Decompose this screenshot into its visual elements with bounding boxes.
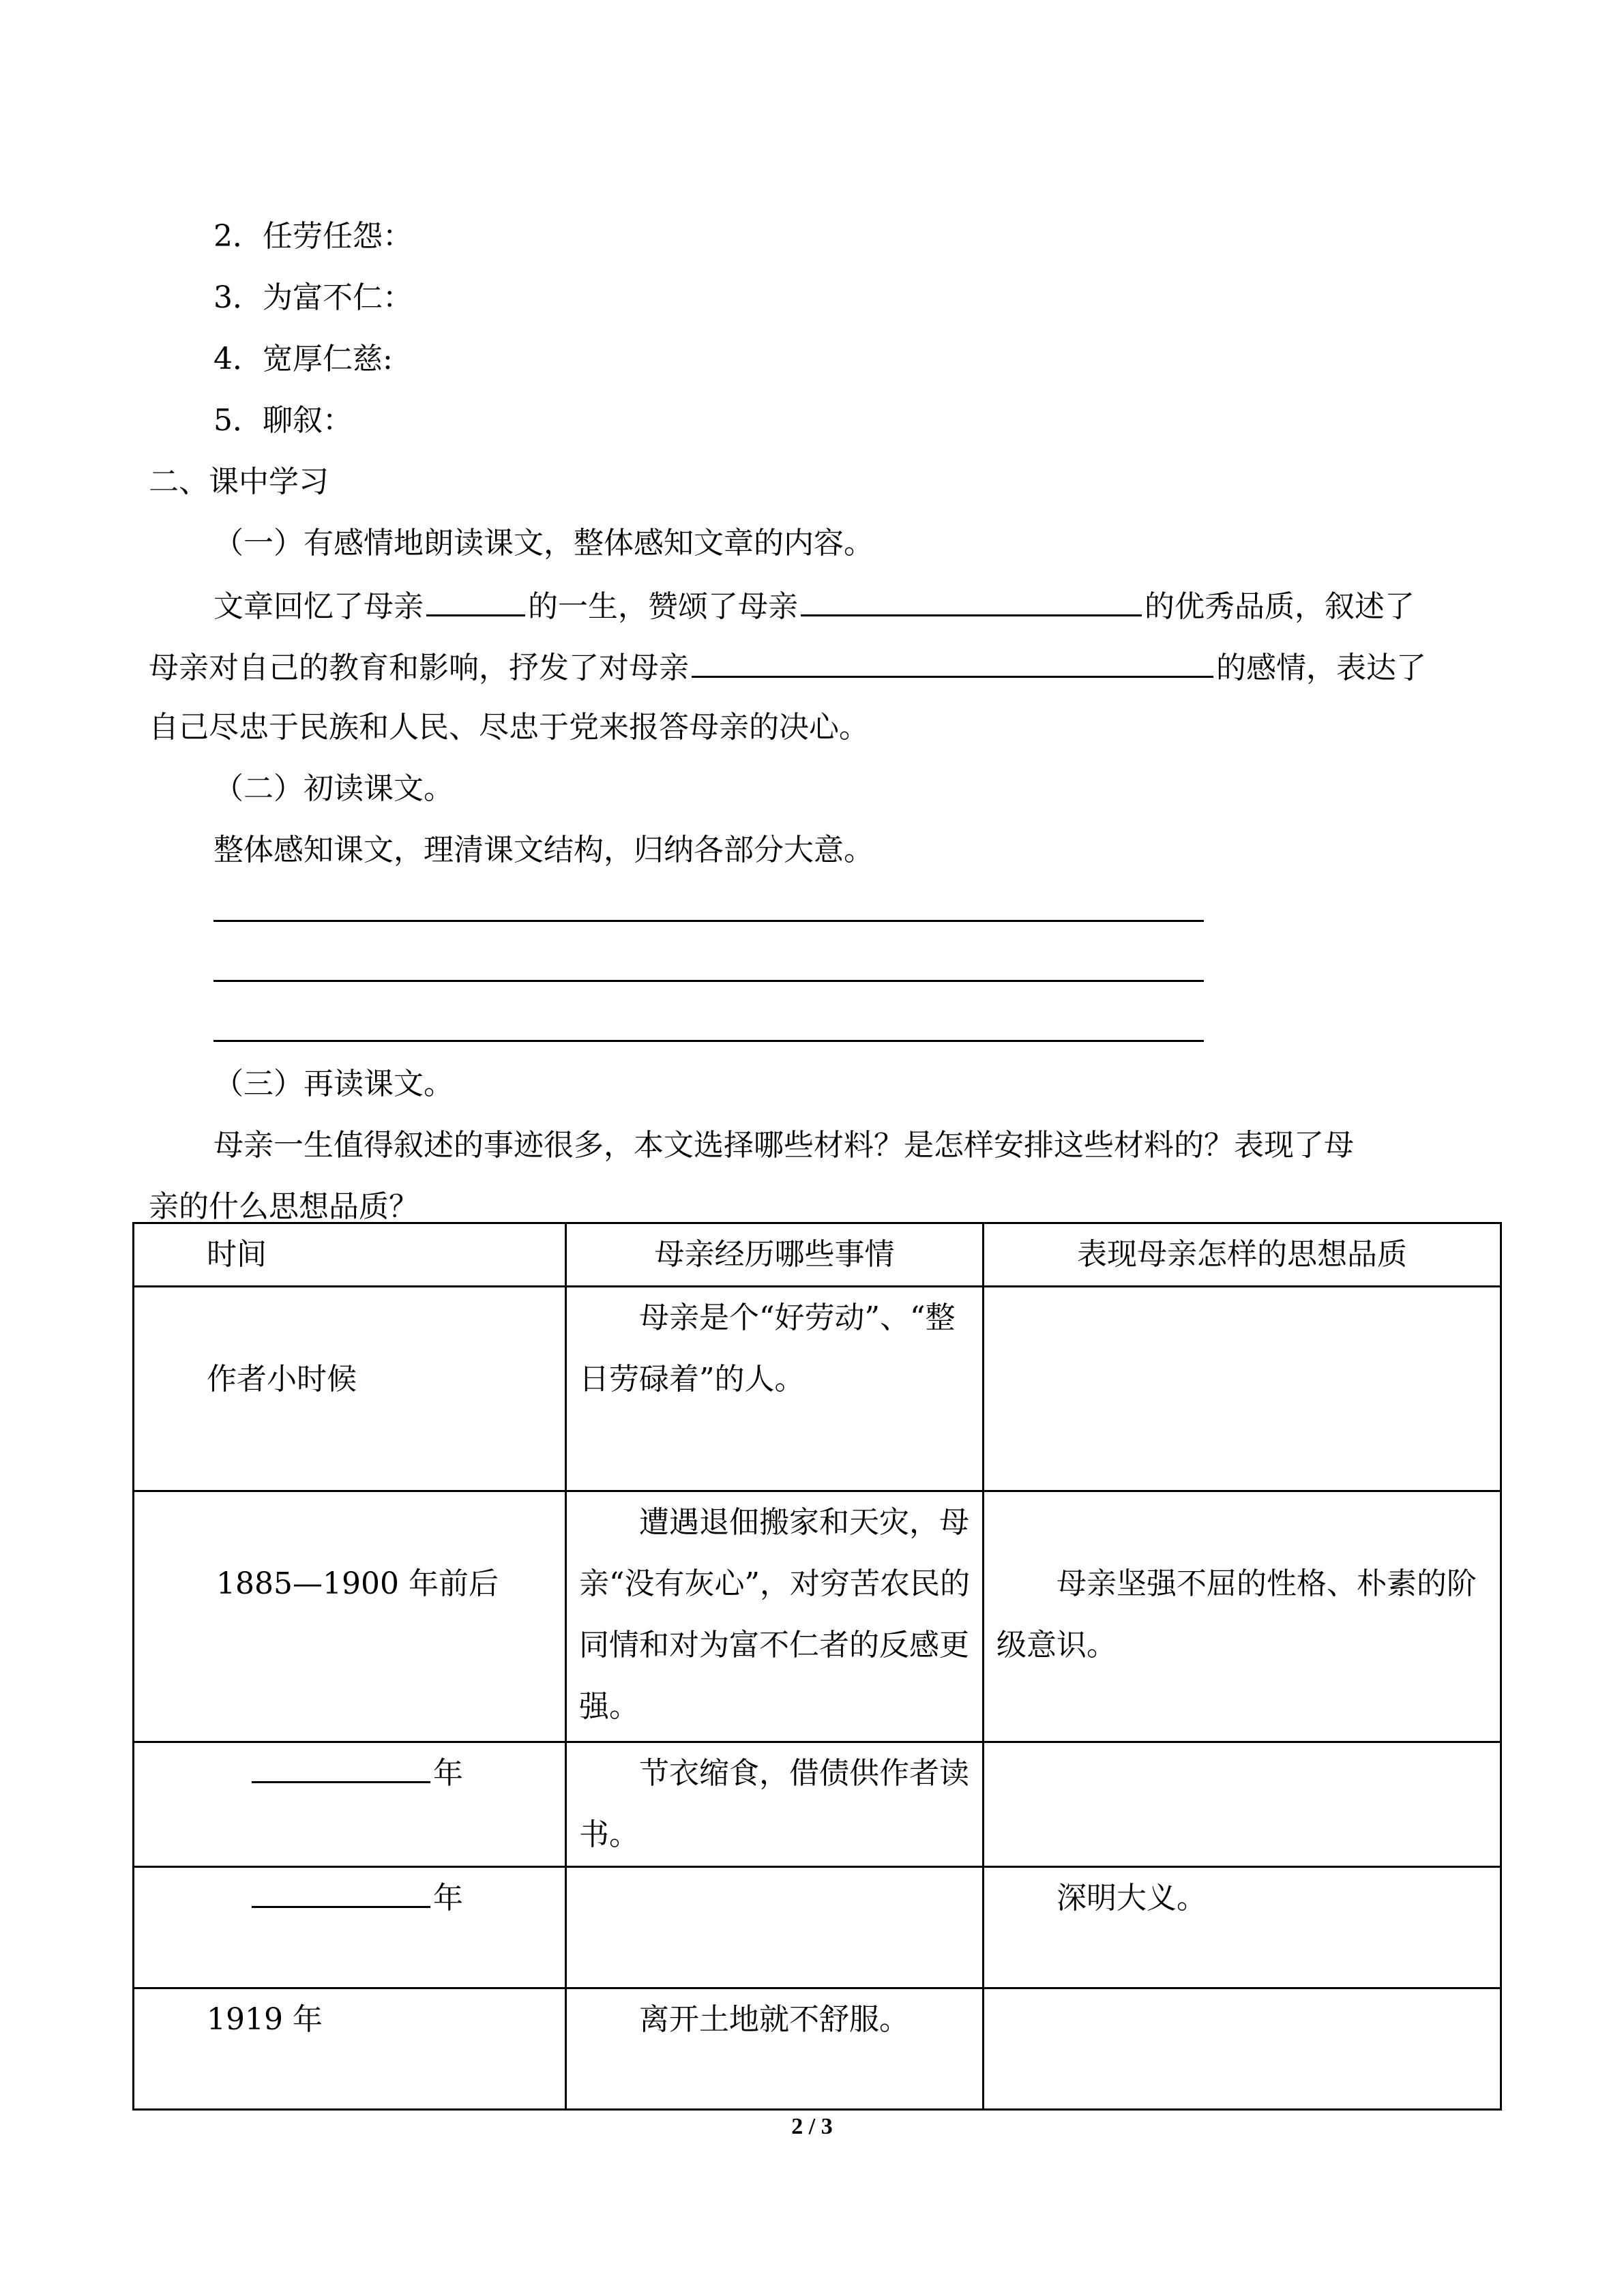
vocab-item-2: 2．任劳任怨： bbox=[213, 219, 413, 254]
part3-title: （三）再读课文。 bbox=[213, 1067, 454, 1101]
row5-time: 1919 年 bbox=[134, 1988, 566, 2110]
part1-text-c: 的优秀品质，叙述了 bbox=[1145, 589, 1415, 624]
section-heading: 二、课中学习 bbox=[149, 464, 329, 499]
mother-events-table bbox=[132, 1222, 1502, 2111]
answer-line-2[interactable] bbox=[213, 980, 1204, 982]
table-row bbox=[134, 1742, 1501, 1867]
part1-paragraph-line2 bbox=[149, 646, 1426, 689]
page-number: 2 / 3 bbox=[791, 2114, 833, 2139]
part3-question-line2: 亲的什么思想品质？ bbox=[149, 1189, 419, 1224]
part2-title: （二）初读课文。 bbox=[213, 771, 454, 806]
answer-line-3[interactable] bbox=[213, 1040, 1204, 1042]
table-row bbox=[134, 1491, 1501, 1742]
vocab-item-3: 3．为富不仁： bbox=[213, 280, 413, 315]
row5-quality[interactable] bbox=[984, 1988, 1501, 2110]
row1-quality[interactable] bbox=[984, 1287, 1501, 1491]
row2-events: 遭遇退佃搬家和天灾，母亲“没有灰心”，对穷苦农民的同情和对为富不仁者的反感更强。 bbox=[566, 1491, 984, 1742]
part3-question-line1: 母亲一生值得叙述的事迹很多，本文选择哪些材料？是怎样安排这些材料的？表现了母 bbox=[213, 1128, 1354, 1163]
row3-events: 节衣缩食，借债供作者读书。 bbox=[566, 1742, 984, 1867]
vocab-item-5: 5．聊叙： bbox=[213, 403, 353, 438]
table-row bbox=[134, 1287, 1501, 1491]
part1-paragraph-line3: 自己尽忠于民族和人民、尽忠于党来报答母亲的决心。 bbox=[149, 710, 869, 745]
table-row bbox=[134, 1988, 1501, 2110]
row1-time: 作者小时候 bbox=[134, 1287, 566, 1491]
header-events: 母亲经历哪些事情 bbox=[566, 1223, 984, 1287]
part1-text-e: 的感情，表达了 bbox=[1216, 651, 1426, 685]
row4-events[interactable] bbox=[566, 1867, 984, 1988]
row4-quality: 深明大义。 bbox=[984, 1867, 1501, 1988]
blank-mother-life[interactable] bbox=[426, 584, 525, 616]
row4-time[interactable]: 年 bbox=[134, 1867, 566, 1988]
row1-events: 母亲是个“好劳动”、“整日劳碌着”的人。 bbox=[566, 1287, 984, 1491]
row2-quality: 母亲坚强不屈的性格、朴素的阶级意识。 bbox=[984, 1491, 1501, 1742]
blank-year-row3[interactable] bbox=[252, 1751, 430, 1783]
table-header-row bbox=[134, 1223, 1501, 1287]
part1-paragraph-line1 bbox=[213, 584, 1415, 627]
header-quality: 表现母亲怎样的思想品质 bbox=[984, 1223, 1501, 1287]
part2-instruction: 整体感知课文，理清课文结构，归纳各部分大意。 bbox=[213, 833, 874, 867]
part1-title: （一）有感情地朗读课文，整体感知文章的内容。 bbox=[213, 526, 874, 561]
row5-events: 离开土地就不舒服。 bbox=[566, 1988, 984, 2110]
blank-mother-quality[interactable] bbox=[801, 584, 1142, 616]
part1-text-b: 的一生，赞颂了母亲 bbox=[528, 589, 798, 624]
row3-time[interactable]: 年 bbox=[134, 1742, 566, 1867]
part1-text-a: 文章回忆了母亲 bbox=[213, 589, 424, 624]
header-time: 时间 bbox=[134, 1223, 566, 1287]
vocab-item-4: 4．宽厚仁慈: bbox=[213, 342, 393, 376]
table-row bbox=[134, 1867, 1501, 1988]
row3-quality[interactable] bbox=[984, 1742, 1501, 1867]
part1-text-d: 母亲对自己的教育和影响，抒发了对母亲 bbox=[149, 651, 689, 685]
blank-year-row4[interactable] bbox=[252, 1876, 430, 1908]
blank-feeling[interactable] bbox=[692, 646, 1213, 678]
answer-line-1[interactable] bbox=[213, 920, 1204, 922]
row2-time: 1885—1900 年前后 bbox=[134, 1491, 566, 1742]
